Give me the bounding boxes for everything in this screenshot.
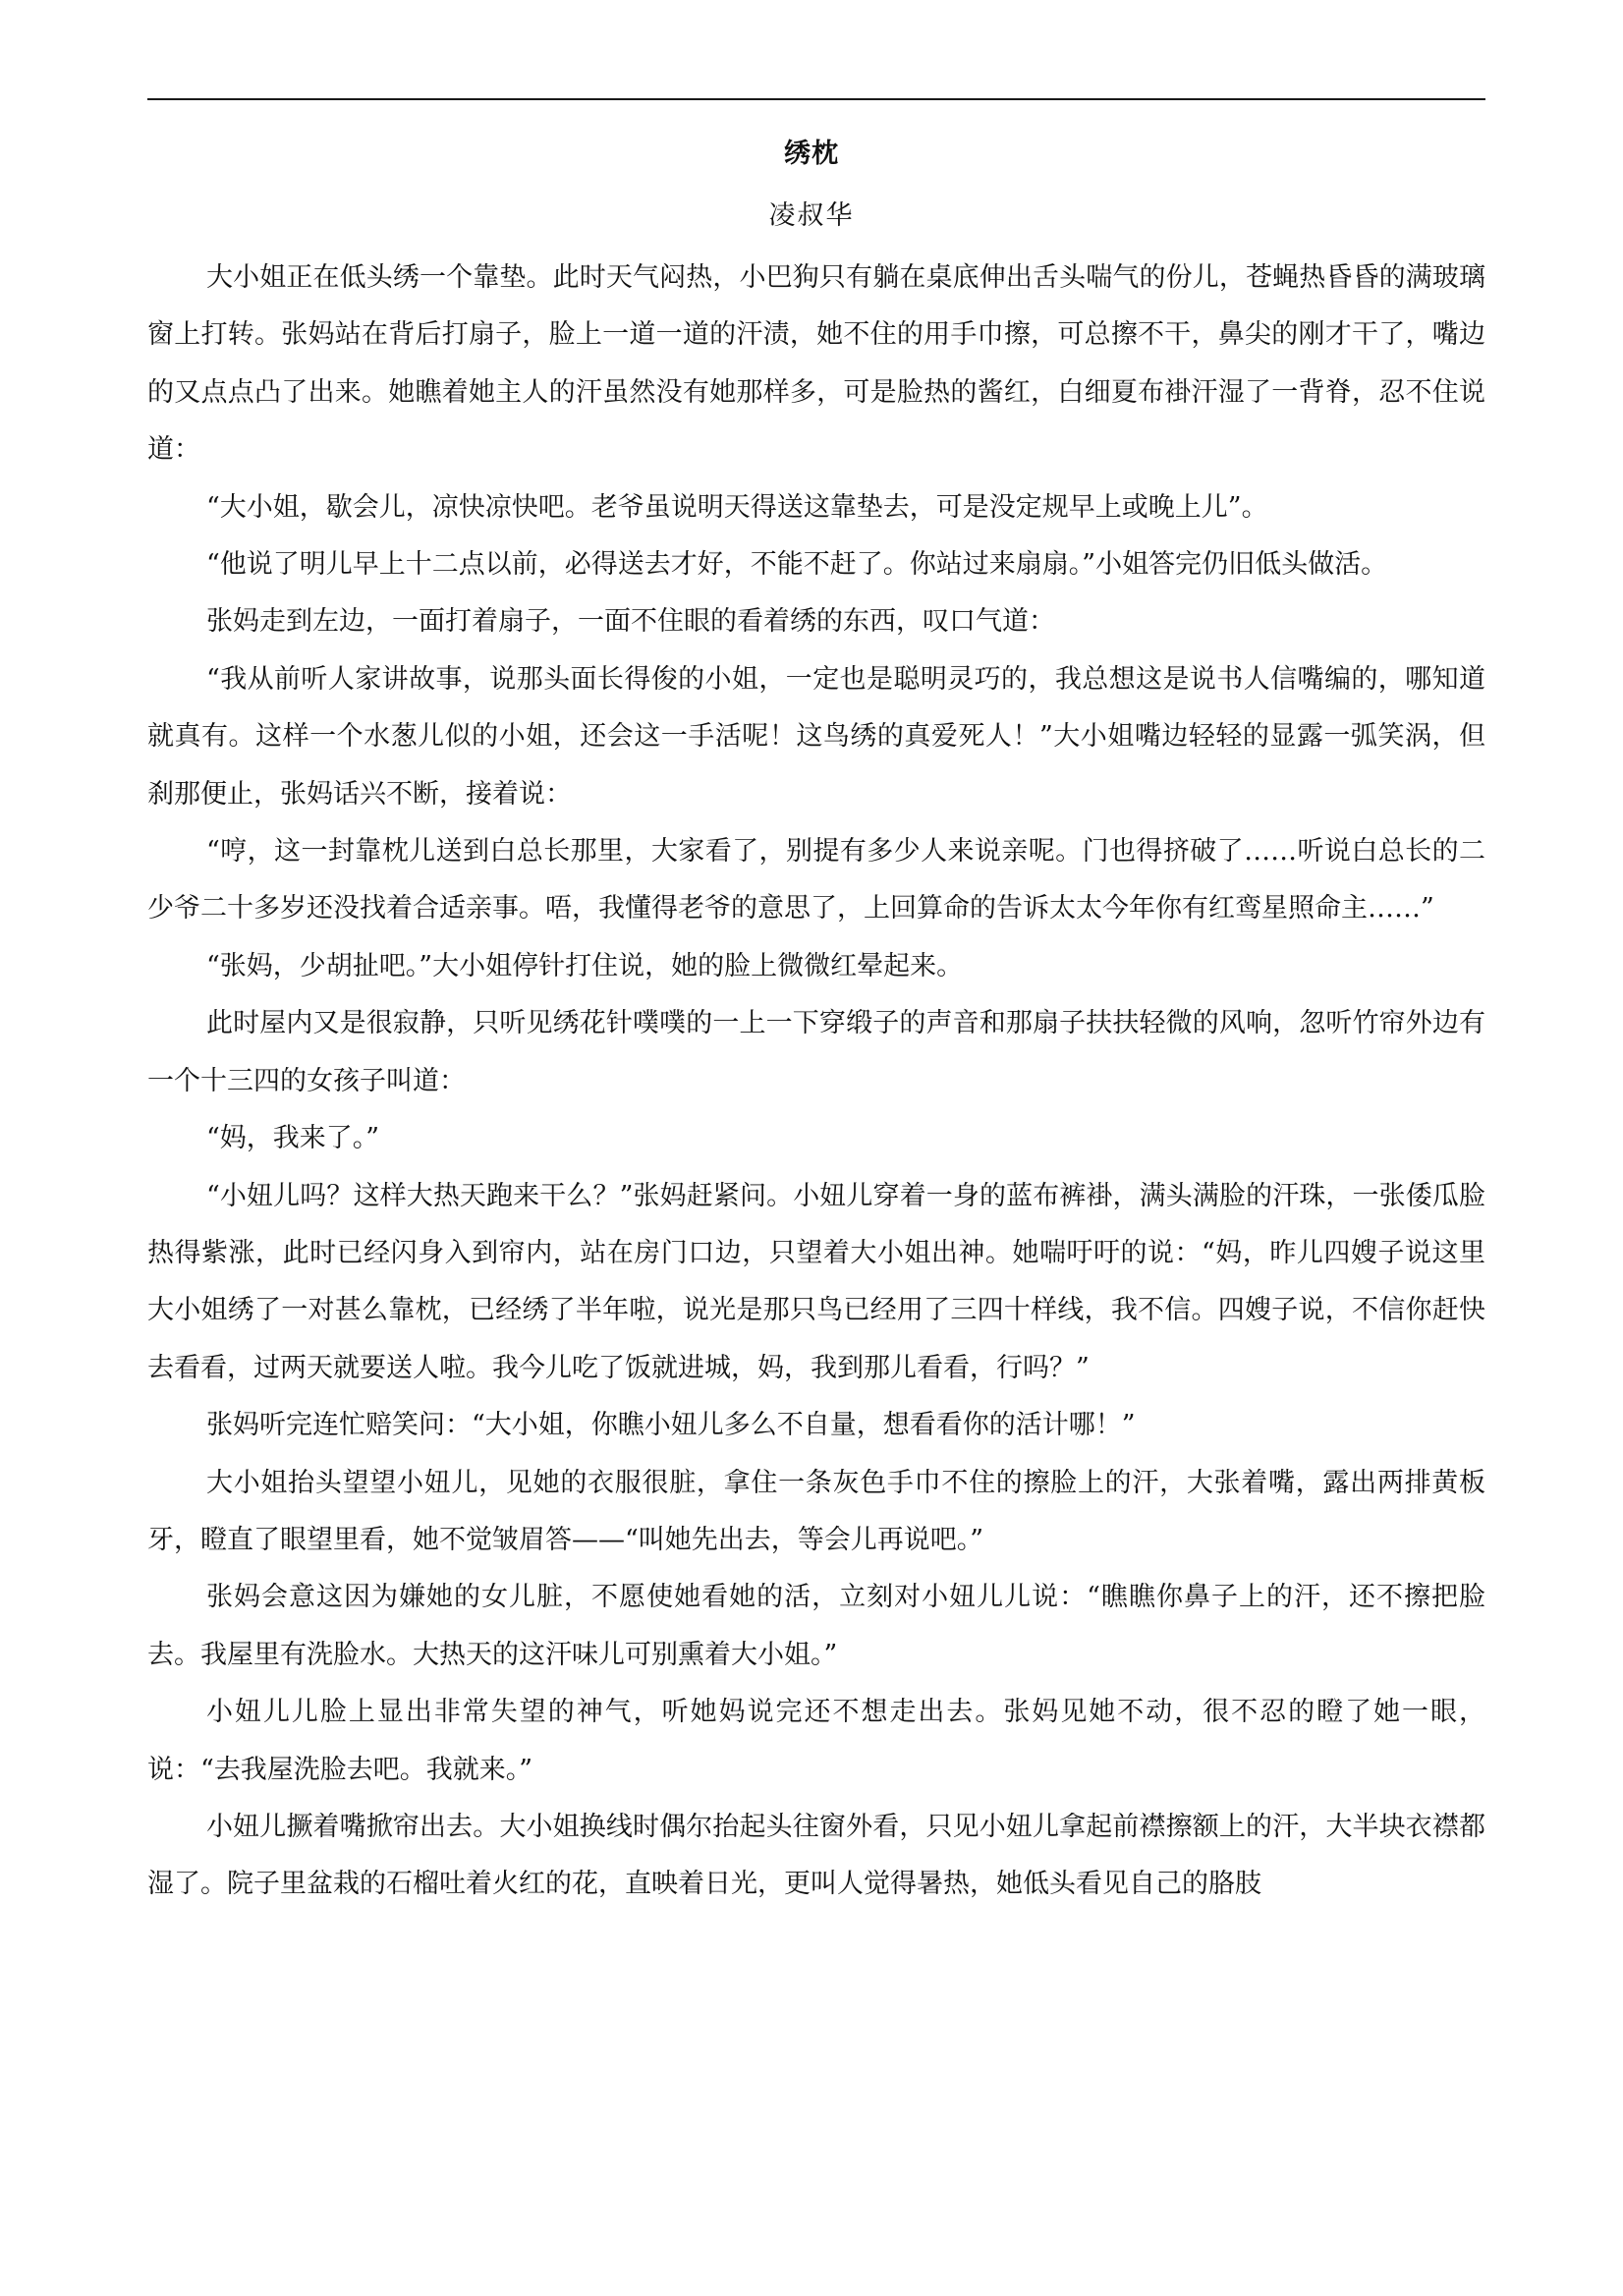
document-body xyxy=(147,250,1485,1914)
paragraph: 小妞儿儿脸上显出非常失望的神气，听她妈说完还不想走出去。张妈见她不动，很不忍的瞪了她一眼，说：“去我屋洗脸去吧。我就来。” xyxy=(147,1697,1485,1785)
paragraph: 此时屋内又是很寂静，只听见绣花针噗噗的一上一下穿缎子的声音和那扇子扶扶轻微的风响，忽听竹帘外边有一个十三四的女孩子叫道： xyxy=(147,1008,1485,1096)
paragraph: “他说了明儿早上十二点以前，必得送去才好，不能不赶了。你站过来扇扇。”小姐答完仍旧低头做活。 xyxy=(206,549,1388,581)
document-author: 凌叔华 xyxy=(768,200,855,231)
paragraph: “大小姐，歇会儿，凉快凉快吧。老爷虽说明天得送这靠垫去，可是没定规早上或晚上儿”。 xyxy=(206,491,1268,523)
paragraph: “我从前听人家讲故事，说那头面长得俊的小姐，一定也是聪明灵巧的，我总想这是说书人信嘴编的，哪知道就真有。这样一个水葱儿似的小姐，还会这一手活呢！这鸟绣的真爱死人！”大小姐嘴边轻轻的显露一弧笑涡，但刹那便止，张妈话兴不断，接着说： xyxy=(147,663,1485,810)
paragraph: “哼，这一封靠枕儿送到白总长那里，大家看了，别提有多少人来说亲呢。门也得挤破了……听说白总长的二少爷二十多岁还没找着合适亲事。唔，我懂得老爷的意思了，上回算命的告诉太太今年你有红鸾星照命主……” xyxy=(147,836,1485,924)
paragraph: “妈，我来了。” xyxy=(206,1123,380,1154)
paragraph: 张妈会意这因为嫌她的女儿脏，不愿使她看她的活，立刻对小妞儿儿说：“瞧瞧你鼻子上的汗，还不擦把脸去。我屋里有洗脸水。大热天的这汗味儿可别熏着大小姐。” xyxy=(147,1582,1485,1670)
paragraph: 小妞儿撅着嘴掀帘出去。大小姐换线时偶尔抬起头往窗外看，只见小妞儿拿起前襟擦额上的汗，大半块衣襟都湿了。院子里盆栽的石榴吐着火红的花，直映着日光，更叫人觉得暑热，她低头看见自己的胳肢 xyxy=(147,1811,1485,1900)
document-title: 绣枕 xyxy=(784,139,839,169)
paragraph: “小妞儿吗？这样大热天跑来干么？”张妈赶紧问。小妞儿穿着一身的蓝布裤褂，满头满脸的汗珠，一张倭瓜脸热得紫涨，此时已经闪身入到帘内，站在房门口边，只望着大小姐出神。她喘吁吁的说：“妈，昨儿四嫂子说这里大小姐绣了一对甚么靠枕，已经绣了半年啦，说光是那只鸟已经用了三四十样线，我不信。四嫂子说，不信你赶快去看看，过两天就要送人啦。我今儿吃了饭就进城，妈，我到那儿看看，行吗？” xyxy=(147,1180,1485,1383)
paragraph: 大小姐抬头望望小妞儿，见她的衣服很脏，拿住一条灰色手巾不住的擦脸上的汗，大张着嘴，露出两排黄板牙，瞪直了眼望里看，她不觉皱眉答——“叫她先出去，等会儿再说吧。” xyxy=(147,1467,1485,1555)
paragraph: 大小姐正在低头绣一个靠垫。此时天气闷热，小巴狗只有躺在桌底伸出舌头喘气的份儿，苍蝇热昏昏的满玻璃窗上打转。张妈站在背后打扇子，脸上一道一道的汗渍，她不住的用手巾擦，可总擦不干，鼻尖的刚才干了，嘴边的又点点凸了出来。她瞧着她主人的汗虽然没有她那样多，可是脸热的酱红，白细夏布褂汗湿了一背脊，忍不住说道： xyxy=(147,262,1485,466)
paragraph: 张妈走到左边，一面打着扇子，一面不住眼的看着绣的东西，叹口气道： xyxy=(206,606,1055,638)
header-rule xyxy=(147,98,1485,100)
paragraph: “张妈，少胡扯吧。”大小姐停针打住说，她的脸上微微红晕起来。 xyxy=(206,950,964,981)
paragraph: 张妈听完连忙赔笑问：“大小姐，你瞧小妞儿多么不自量，想看看你的活计哪！” xyxy=(206,1410,1136,1441)
